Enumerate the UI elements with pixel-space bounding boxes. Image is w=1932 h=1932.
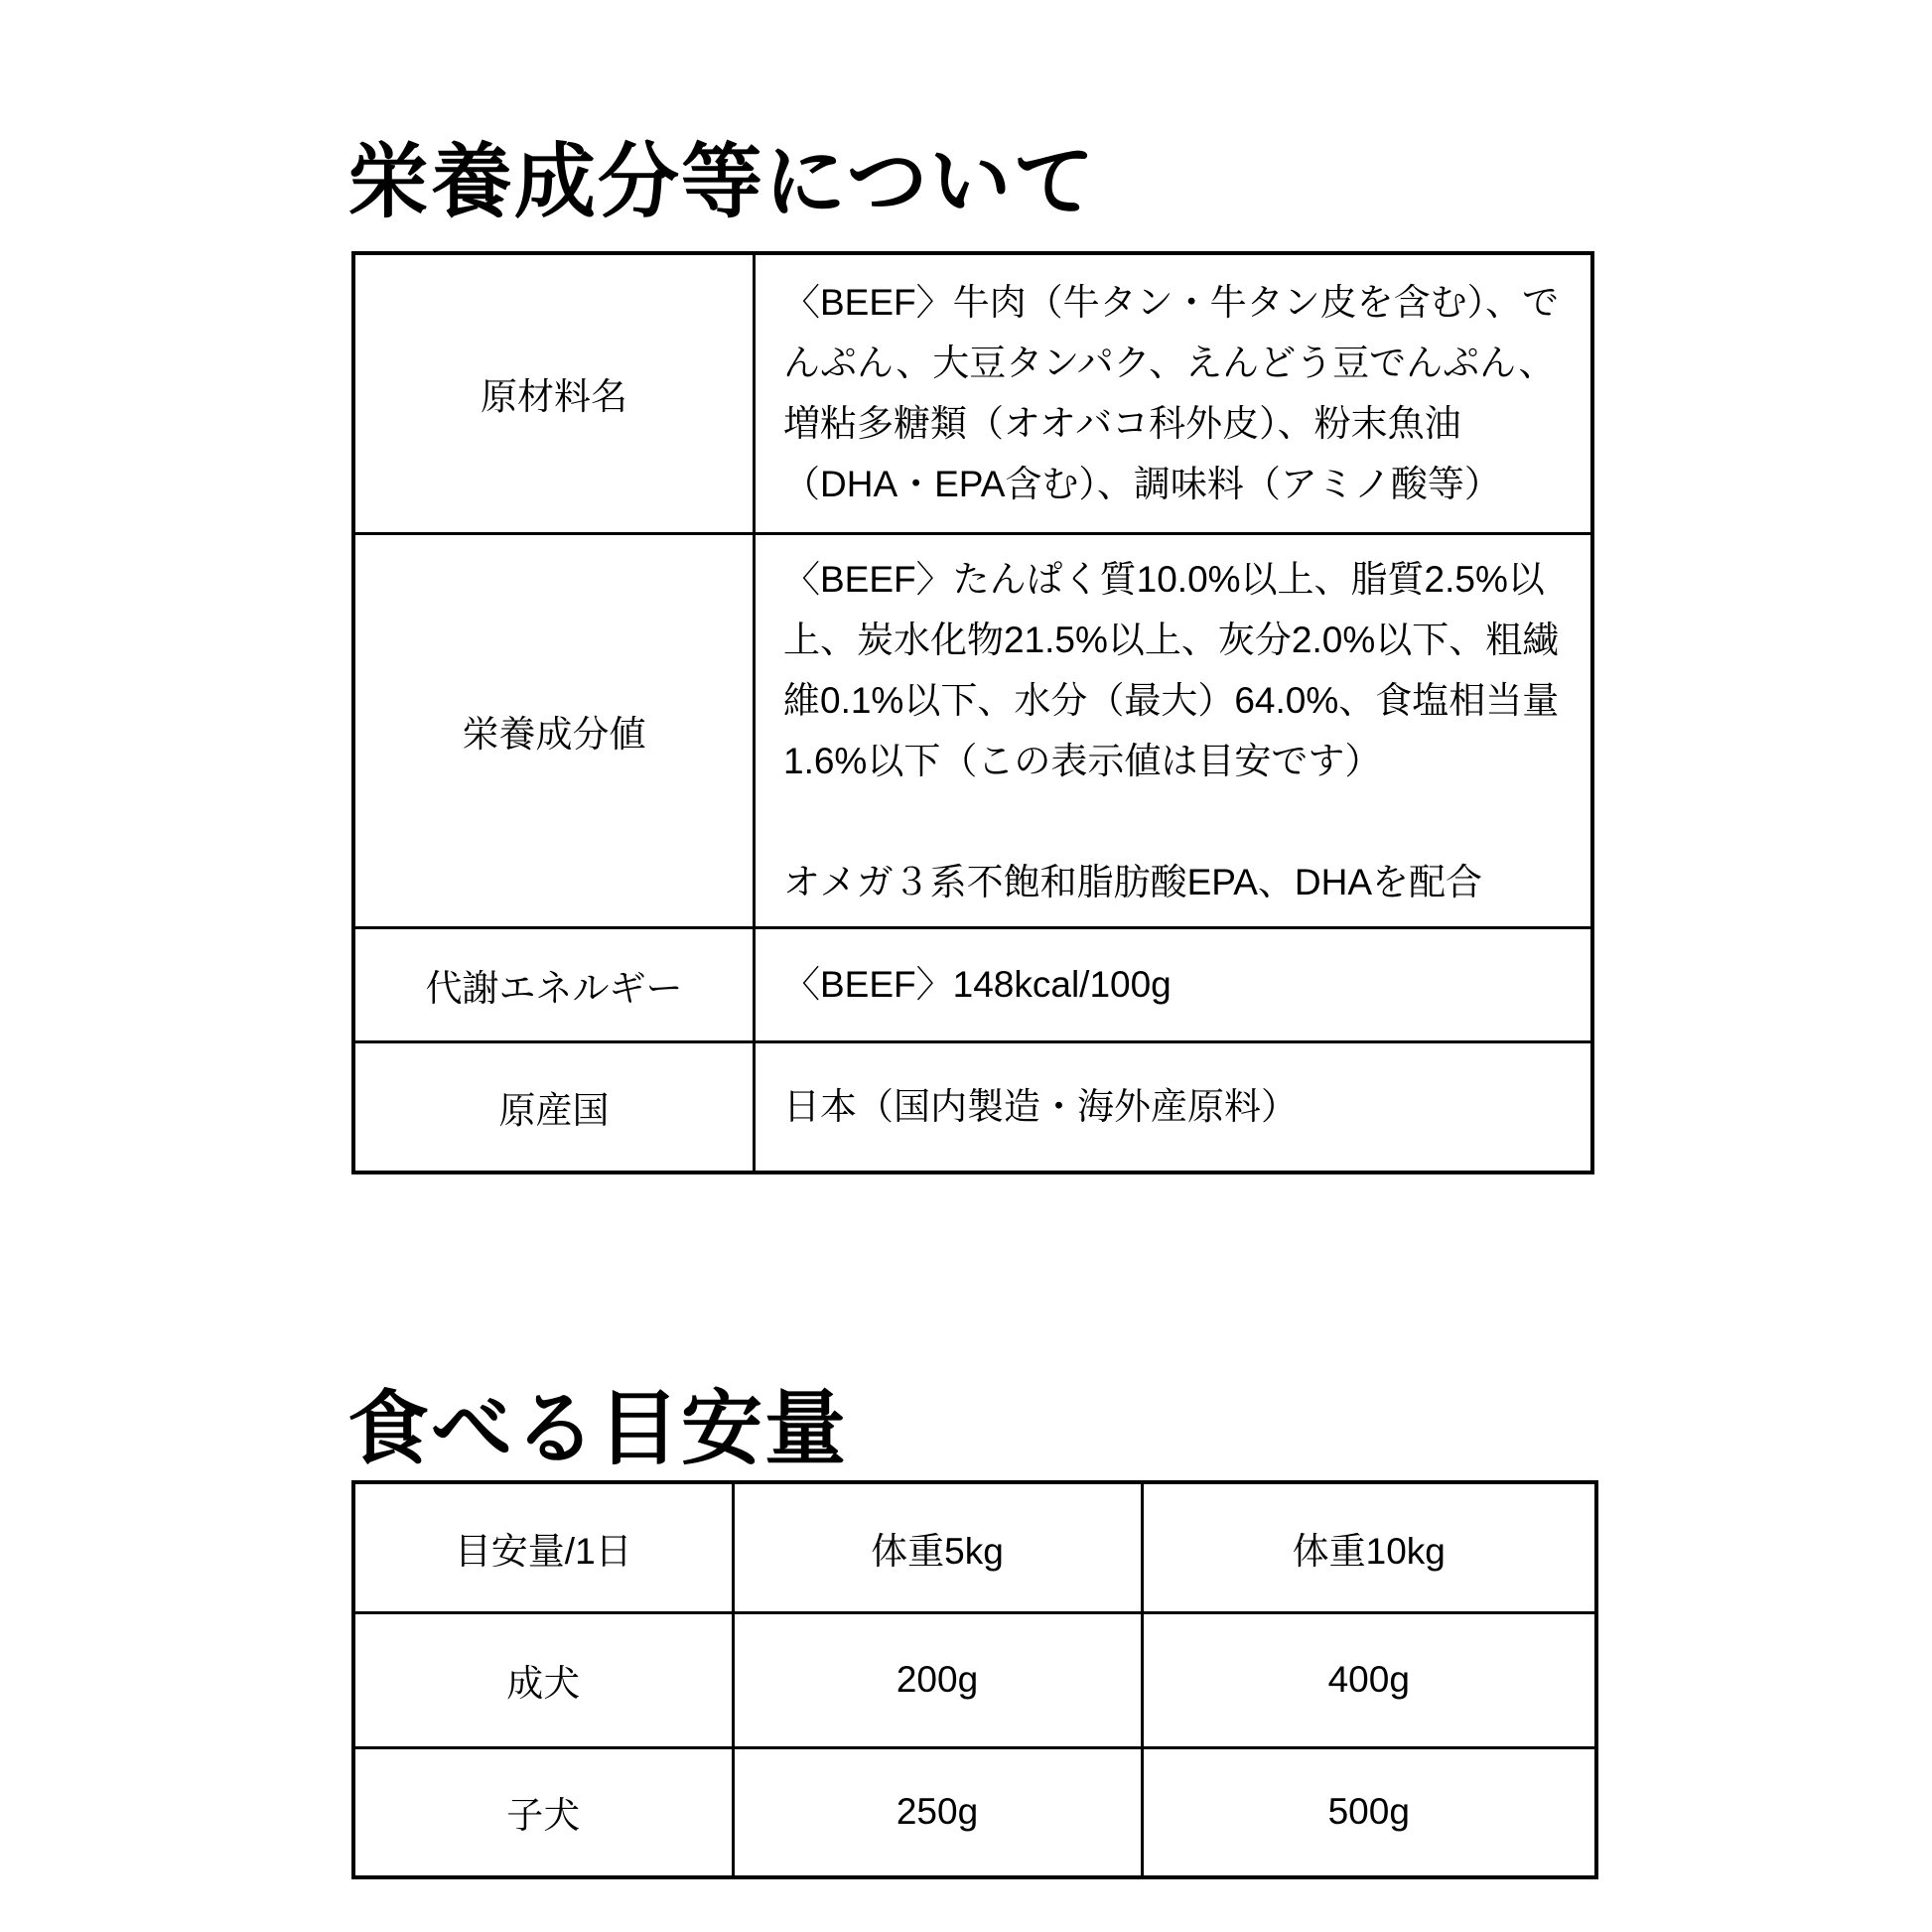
value-line: 日本（国内製造・海外産原料） xyxy=(783,1086,1298,1128)
metabolizable-energy-label: 代謝エネルギー xyxy=(353,927,755,1041)
puppy-10kg-amount: 500g xyxy=(1142,1747,1596,1877)
adult-dog-5kg-amount: 200g xyxy=(733,1612,1142,1747)
value-line: 上、炭水化物21.5%以上、灰分2.0%以下、粗繊 xyxy=(783,619,1560,660)
nutrition-section-title: 栄養成分等について xyxy=(347,134,1097,229)
metabolizable-energy-value xyxy=(755,927,1593,1041)
puppy-label: 子犬 xyxy=(353,1747,733,1877)
feeding-guide-header-row xyxy=(353,1482,1596,1612)
table-row-ingredients xyxy=(353,253,1592,533)
value-line: 増粘多糖類（オオバコ科外皮）、粉末魚油 xyxy=(783,403,1461,445)
value-line-blank xyxy=(783,791,1571,852)
table-row-metabolizable-energy xyxy=(353,927,1592,1041)
table-row-adult-dog xyxy=(353,1612,1596,1747)
ingredients-value xyxy=(755,253,1593,533)
value-line: んぷん、大豆タンパク、えんどう豆でんぷん、 xyxy=(783,343,1556,384)
nutrition-table xyxy=(351,251,1594,1174)
value-line: オメガ３系不飽和脂肪酸EPA、DHAを配合 xyxy=(783,861,1483,902)
adult-dog-10kg-amount: 400g xyxy=(1142,1612,1596,1747)
value-line: 〈BEEF〉牛肉（牛タン・牛タン皮を含む）、で xyxy=(783,282,1560,324)
value-line: 維0.1%以下、水分（最大）64.0%、食塩相当量 xyxy=(783,679,1560,721)
ingredients-label: 原材料名 xyxy=(353,253,755,533)
header-weight-5kg: 体重5kg xyxy=(733,1482,1142,1612)
value-line: 1.6%以下（この表示値は目安です） xyxy=(783,740,1382,781)
country-of-origin-label: 原産国 xyxy=(353,1041,755,1173)
nutrition-values-value xyxy=(755,533,1593,927)
country-of-origin-value xyxy=(755,1041,1593,1173)
feeding-guide-table xyxy=(351,1480,1598,1879)
header-daily-amount: 目安量/1日 xyxy=(353,1482,733,1612)
header-weight-10kg: 体重10kg xyxy=(1142,1482,1596,1612)
table-row-nutrition-values xyxy=(353,533,1592,927)
value-line: 〈BEEF〉たんぱく質10.0%以上、脂質2.5%以 xyxy=(783,558,1545,600)
nutrition-values-label: 栄養成分値 xyxy=(353,533,755,927)
feeding-guide-section-title: 食べる目安量 xyxy=(347,1381,849,1476)
table-row-puppy xyxy=(353,1747,1596,1877)
table-row-country-of-origin xyxy=(353,1041,1592,1173)
value-line: （DHA・EPA含む）、調味料（アミノ酸等） xyxy=(783,464,1501,505)
value-line: 〈BEEF〉148kcal/100g xyxy=(783,964,1172,1005)
adult-dog-label: 成犬 xyxy=(353,1612,733,1747)
puppy-5kg-amount: 250g xyxy=(733,1747,1142,1877)
